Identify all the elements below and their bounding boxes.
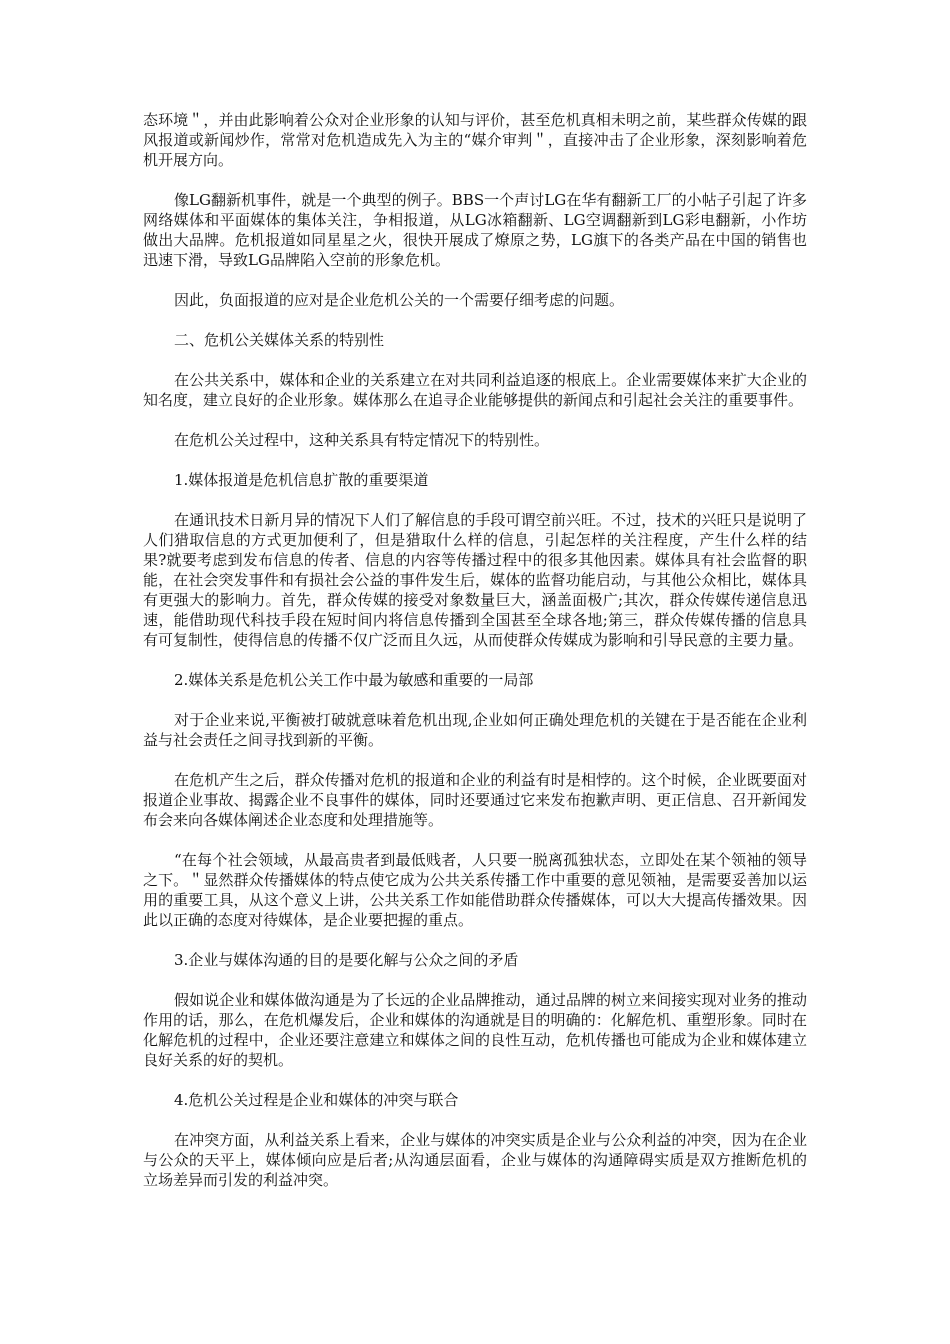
paragraph-public-relations: 在公共关系中，媒体和企业的关系建立在对共同利益追逐的根底上。企业需要媒体来扩大企业的知名度，建立良好的企业形象。媒体那么在追寻企业能够提供的新闻点和引起社会关注的重要事件。	[143, 371, 807, 409]
paragraph-conclusion: 因此，负面报道的应对是企业危机公关的一个需要仔细考虑的问题。	[174, 291, 625, 309]
paragraph-balance: 对于企业来说,平衡被打破就意味着危机出现,企业如何正确处理危机的关键在于是否能在企业利益与社会责任之间寻找到新的平衡。	[143, 711, 807, 749]
paragraph-continuation: 态环境＂，并由此影响着公众对企业形象的认知与评价，甚至危机真相未明之前，某些群众传媒的跟风报道或新闻炒作，常常对危机造成先入为主的“媒介审判＂，直接冲击了企业形象，深刻影响着危机开展方向。	[143, 111, 807, 169]
paragraph-media-channel: 在通讯技术日新月异的情况下人们了解信息的手段可谓空前兴旺。不过，技术的兴旺只是说明了人们猎取信息的方式更加便利了，但是猎取什么样的信息，引起怎样的关注程度，产生什么样的结果?就要考虑到发布信息的传者、信息的内容等传播过程中的很多其他因素。媒体具有社会监督的职能，在社会突发事件和有损社会公益的事件发生后，媒体的监督功能启动，与其他公众相比，媒体具有更强大的影响力。首先，群众传媒的接受对象数量巨大，涵盖面极广;其次，群众传媒传递信息迅速，能借助现代科技手段在短时间内将信息传播到全国甚至全球各地;第三，群众传媒传播的信息具有可复制性，使得信息的传播不仅广泛而且久远，从而使群众传媒成为影响和引导民意的主要力量。	[143, 511, 807, 649]
paragraph-crisis-after: 在危机产生之后，群众传播对危机的报道和企业的利益有时是相悖的。这个时候，企业既要面对报道企业事故、揭露企业不良事件的媒体，同时还要通过它来发布抱歉声明、更正信息、召开新闻发布会来向各媒体阐述企业态度和处理措施等。	[143, 771, 807, 829]
paragraph-quote: “在每个社会领域，从最高贵者到最低贱者，人只要一脱离孤独状态，立即处在某个领袖的领导之下。＂显然群众传播媒体的特点使它成为公共关系传播工作中重要的意见领袖，是需要妥善加以运用的重要工具，从这个意义上讲，公共关系工作如能借助群众传播媒体，可以大大提高传播效果。因此以正确的态度对待媒体，是企业要把握的重点。	[143, 851, 807, 929]
paragraph-communication: 假如说企业和媒体做沟通是为了长远的企业品牌推动，通过品牌的树立来间接实现对业务的推动作用的话，那么，在危机爆发后，企业和媒体的沟通就是目的明确的：化解危机、重塑形象。同时在化解危机的过程中，企业还要注意建立和媒体之间的良性互动，危机传播也可能成为企业和媒体建立良好关系的好的契机。	[143, 991, 807, 1069]
section-heading-2: 二、危机公关媒体关系的特别性	[174, 331, 385, 349]
paragraph-special-relation: 在危机公关过程中，这种关系具有特定情况下的特别性。	[174, 431, 550, 449]
paragraph-conflict: 在冲突方面，从利益关系上看来，企业与媒体的冲突实质是企业与公众利益的冲突，因为在企业与公众的天平上，媒体倾向应是后者;从沟通层面看，企业与媒体的沟通障碍实质是双方推断危机的立场差异而引发的利益冲突。	[143, 1131, 807, 1189]
document-body	[143, 110, 807, 1210]
subheading-4: 4.危机公关过程是企业和媒体的冲突与联合	[174, 1091, 459, 1109]
paragraph-lg-example: 像LG翻新机事件，就是一个典型的例子。BBS一个声讨LG在华有翻新工厂的小帖子引起了许多网络媒体和平面媒体的集体关注，争相报道，从LG冰箱翻新、LG空调翻新到LG彩电翻新，小作坊做出大品牌。危机报道如同星星之火，很快开展成了燎原之势，LG旗下的各类产品在中国的销售也迅速下滑，导致LG品牌陷入空前的形象危机。	[143, 191, 807, 269]
subheading-3: 3.企业与媒体沟通的目的是要化解与公众之间的矛盾	[174, 951, 519, 969]
subheading-2: 2.媒体关系是危机公关工作中最为敏感和重要的一局部	[174, 671, 534, 689]
subheading-1: 1.媒体报道是危机信息扩散的重要渠道	[174, 471, 429, 489]
